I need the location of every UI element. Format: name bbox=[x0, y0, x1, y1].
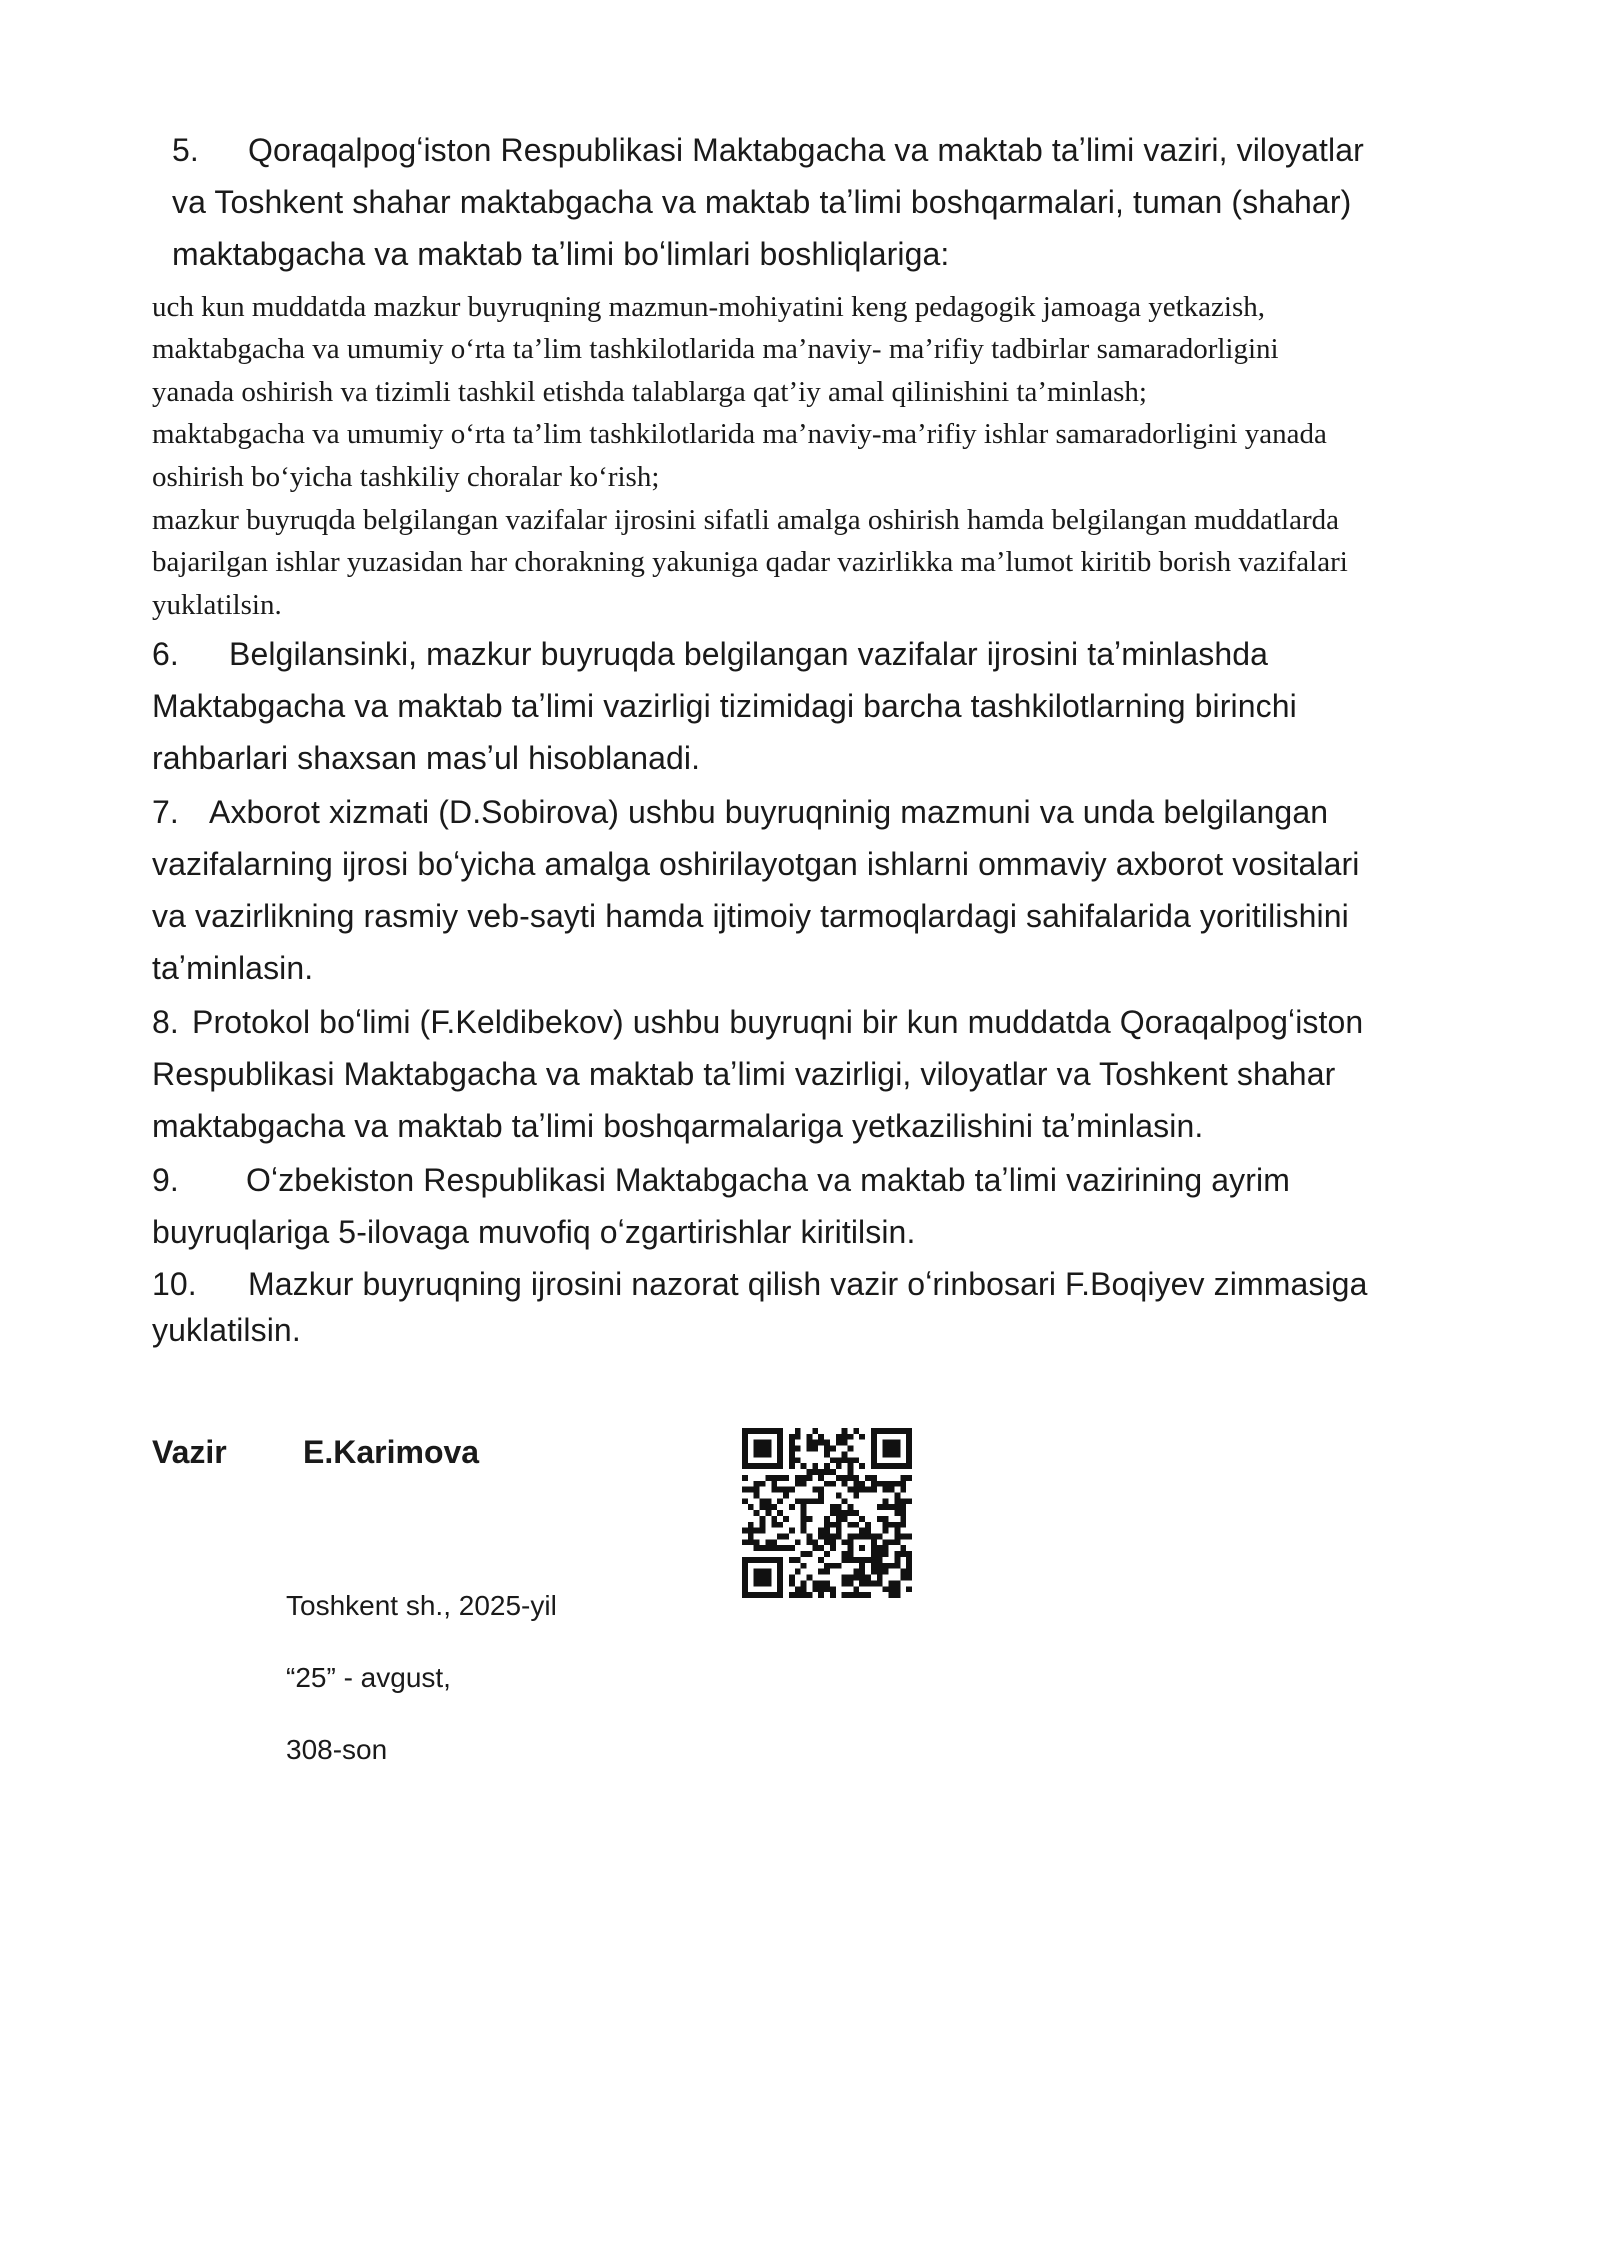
item6-line-1: 6. Belgilansinki, mazkur buyruqda belgilangan vazifalar ijrosini taʼminlashda bbox=[152, 636, 1269, 672]
item7-number: 7. bbox=[152, 794, 179, 830]
place-year: Toshkent sh., 2025-yil bbox=[286, 1590, 557, 1621]
item5-detail-1: uch kun muddatda mazkur buyruqning mazmun-mohiyatini keng pedagogik jamoaga yetkazish, bbox=[152, 291, 1265, 323]
item5-detail-3: yanada oshirish va tizimli tashkil etishda talablarga qatʼiy amal qilinishini taʼminlash; bbox=[152, 376, 1147, 408]
item10-line-1: 10. Mazkur buyruqning ijrosini nazorat qilish vazir oʻrinbosari F.Boqiyev zimmasiga bbox=[152, 1266, 1368, 1302]
order-date: “25” - avgust, bbox=[286, 1662, 451, 1693]
item5-detail-4: maktabgacha va umumiy oʻrta taʼlim tashkilotlarida maʼnaviy-maʼrifiy ishlar samaradorligini yanada bbox=[152, 418, 1327, 450]
item9-line-2: buyruqlariga 5-ilovaga muvofiq oʻzgartirishlar kiritilsin. bbox=[152, 1214, 916, 1250]
item7-line-1: 7. Axborot xizmati (D.Sobirova) ushbu buyruqninig mazmuni va unda belgilangan bbox=[152, 794, 1329, 830]
item9-line-1: 9. Oʻzbekiston Respublikasi Maktabgacha va maktab taʼlimi vazirining ayrim bbox=[152, 1162, 1290, 1198]
item5-detail-2: maktabgacha va umumiy oʻrta taʼlim tashkilotlarida maʼnaviy- maʼrifiy tadbirlar samaradorligini bbox=[152, 333, 1279, 365]
item5-detail-8: yuklatilsin. bbox=[152, 589, 282, 621]
item5-detail-5: oshirish boʻyicha tashkiliy choralar koʻrish; bbox=[152, 461, 660, 493]
item9-number: 9. bbox=[152, 1162, 179, 1198]
qr-code-icon bbox=[742, 1428, 912, 1598]
item5-line-3: maktabgacha va maktab taʼlimi boʻlimlari boshliqlariga: bbox=[172, 236, 950, 272]
item5-detail-7: bajarilgan ishlar yuzasidan har chorakning yakuniga qadar vazirlikka maʼlumot kiritib borish vazifalari bbox=[152, 546, 1348, 578]
item6-line-3: rahbarlari shaxsan masʼul hisoblanadi. bbox=[152, 740, 701, 776]
signature-title: Vazir bbox=[152, 1434, 227, 1470]
item5-number: 5. bbox=[172, 132, 199, 168]
signature-name: E.Karimova bbox=[303, 1434, 480, 1470]
item6-number: 6. bbox=[152, 636, 179, 672]
item7-line-3: va vazirlikning rasmiy veb-sayti hamda ijtimoiy tarmoqlardagi sahifalarida yoritilishini bbox=[152, 898, 1349, 934]
item5-detail-6: mazkur buyruqda belgilangan vazifalar ijrosini sifatli amalga oshirish hamda belgilangan muddatlarda bbox=[152, 504, 1340, 536]
item7-line-4: taʼminlasin. bbox=[152, 950, 314, 986]
item7-line-2: vazifalarning ijrosi boʻyicha amalga oshirilayotgan ishlarni ommaviy axborot vositalari bbox=[152, 846, 1360, 882]
order-number: 308-son bbox=[286, 1734, 388, 1765]
item10-number: 10. bbox=[152, 1266, 197, 1302]
item8-line-3: maktabgacha va maktab taʼlimi boshqarmalariga yetkazilishini taʼminlasin. bbox=[152, 1108, 1204, 1144]
item8-number: 8. bbox=[152, 1004, 179, 1040]
item6-line-2: Maktabgacha va maktab taʼlimi vazirligi tizimidagi barcha tashkilotlarning birinchi bbox=[152, 688, 1297, 724]
item8-line-1: 8. Protokol boʻlimi (F.Keldibekov) ushbu buyruqni bir kun muddatda Qoraqalpogʻiston bbox=[152, 1004, 1364, 1040]
item10-line-2: yuklatilsin. bbox=[152, 1312, 301, 1348]
item8-line-2: Respublikasi Maktabgacha va maktab taʼlimi vazirligi, viloyatlar va Toshkent shahar bbox=[152, 1056, 1336, 1092]
item5-line-1: 5. Qoraqalpogʻiston Respublikasi Maktabgacha va maktab taʼlimi vaziri, viloyatlar bbox=[172, 132, 1364, 168]
item5-line-2: va Toshkent shahar maktabgacha va maktab taʼlimi boshqarmalari, tuman (shahar) bbox=[172, 184, 1352, 220]
